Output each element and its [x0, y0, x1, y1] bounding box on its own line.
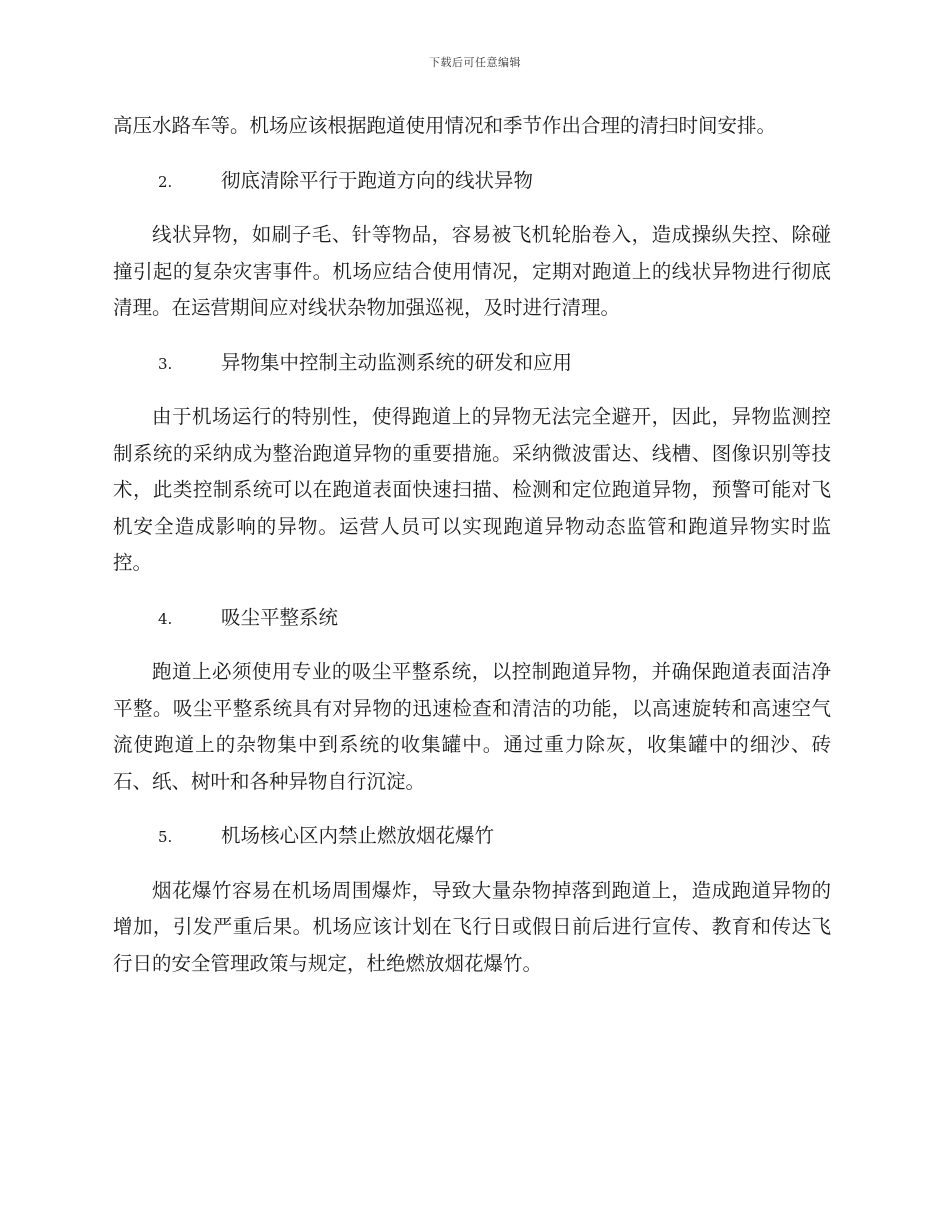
section-heading-3 [113, 345, 831, 383]
section-number: 4. [158, 609, 173, 628]
section-title: 异物集中控制主动监测系统的研发和应用 [221, 350, 573, 374]
section-number: 2. [158, 172, 173, 191]
section-heading-4 [113, 600, 831, 638]
section-title: 彻底清除平行于跑道方向的线状异物 [221, 168, 534, 192]
section-heading-5 [113, 818, 831, 856]
page-header: 下载后可任意编辑 [429, 56, 521, 69]
paragraph-linear-debris: 线状异物，如刷子毛、针等物品，容易被飞机轮胎卷入，造成操纵失控、除碰撞引起的复杂灾害事件。机场应结合使用情况，定期对跑道上的线状异物进行彻底清理。在运营期间应对线状杂物加强巡视，及时进行清理。 [113, 223, 831, 319]
section-number: 3. [158, 354, 173, 373]
section-title: 机场核心区内禁止燃放烟花爆竹 [221, 824, 495, 847]
paragraph-vacuum-system: 跑道上必须使用专业的吸尘平整系统，以控制跑道异物，并确保跑道表面洁净平整。吸尘平整系统具有对异物的迅速检查和清洁的功能，以高速旋转和高速空气流使跑道上的杂物集中到系统的收集罐中。通过重力除灰，收集罐中的细沙、砖石、纸、树叶和各种异物自行沉淀。 [113, 660, 831, 793]
paragraph-monitoring-system: 由于机场运行的特别性，使得跑道上的异物无法完全避开，因此，异物监测控制系统的采纳成为整治跑道异物的重要措施。采纳微波雷达、线槽、图像识别等技术，此类控制系统可以在跑道表面快速扫描、检测和定位跑道异物，预警可能对飞机安全造成影响的异物。运营人员可以实现跑道异物动态监管和跑道异物实时监控。 [113, 405, 831, 574]
section-title: 吸尘平整系统 [221, 605, 339, 629]
section-heading-2 [113, 163, 831, 201]
document-body [113, 108, 831, 1000]
paragraph-intro: 高压水路车等。机场应该根据跑道使用情况和季节作出合理的清扫时间安排。 [113, 114, 777, 137]
paragraph-fireworks: 烟花爆竹容易在机场周围爆炸，导致大量杂物掉落到跑道上，造成跑道异物的增加，引发严重后果。机场应该计划在飞行日或假日前后进行宣传、教育和传达飞行日的安全管理政策与规定，杜绝燃放烟花爆竹。 [113, 878, 831, 975]
section-number: 5. [158, 828, 173, 846]
